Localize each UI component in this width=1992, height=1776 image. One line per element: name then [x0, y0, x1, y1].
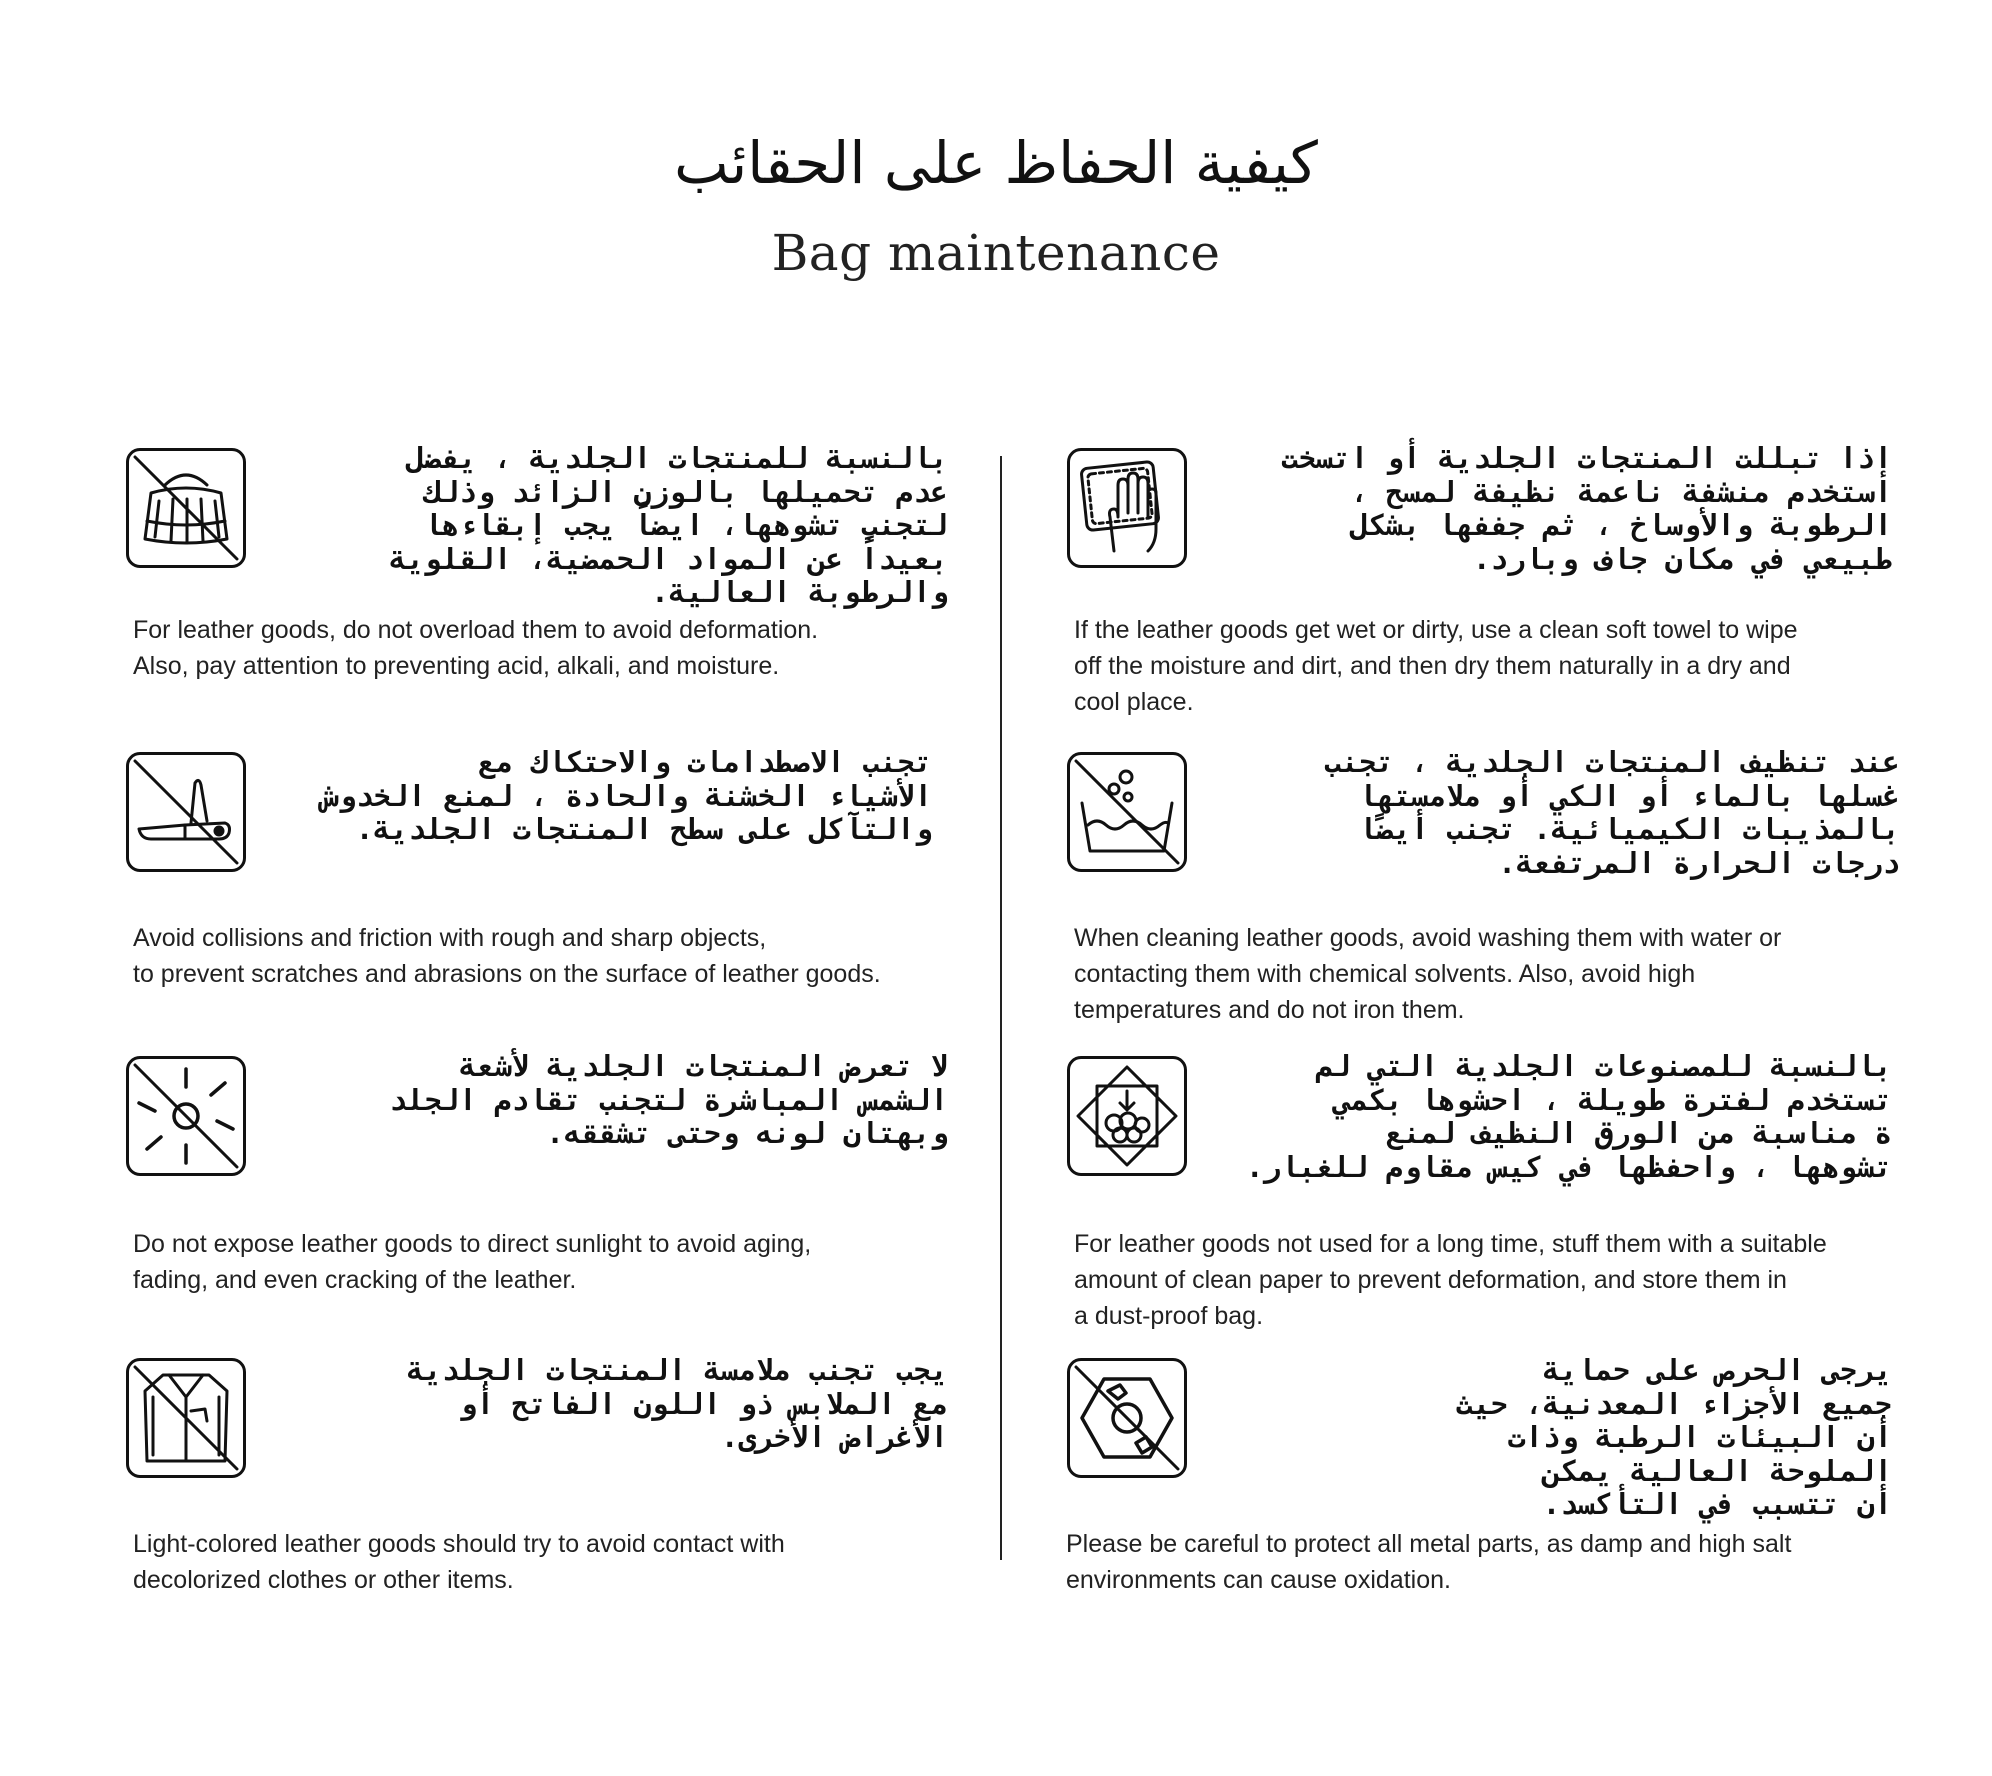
tip-2-arabic: إذا تبللت المنتجات الجلدية أو اتسخت استخدم منشفة ناعمة نظيفة لمسح ، الرطوبة والأوساخ ، ثم جففها بشكل طبيعي في مكان جاف وبارد.	[1280, 441, 1892, 576]
hand-wipe-towel-icon	[1067, 448, 1187, 568]
page-title-english: Bag maintenance	[771, 224, 1221, 282]
avoid-light-clothing-contact-icon	[126, 1358, 246, 1478]
overloaded-handbag-prohibited-icon	[126, 448, 246, 568]
no-direct-sunlight-icon	[126, 1056, 246, 1176]
tip-1-english: For leather goods, do not overload them to avoid deformation. Also, pay attention to preventing acid, alkali, and moisture.	[133, 616, 819, 680]
stuff-with-paper-icon	[1067, 1056, 1187, 1176]
tip-4-english: When cleaning leather goods, avoid washing them with water or contacting them with chemical solvents. Also, avoid high temperatures and do not iron them.	[1074, 924, 1782, 1024]
tip-5-arabic: لا تعرض المنتجات الجلدية لأشعة الشمس المباشرة لتجنب تقادم الجلد وبهتان لونه وحتى تشققه.	[389, 1049, 948, 1150]
tip-8-english: Please be careful to protect all metal parts, as damp and high salt environments can cause oxidation.	[1066, 1530, 1792, 1594]
tip-3-arabic: تجنب الاصطدامات والاحتكاك مع الأشياء الخشنة والحادة ، لمنع الخدوش والتآكل على سطح المنتجات الجلدية.	[320, 745, 932, 846]
tip-3-english: Avoid collisions and friction with rough and sharp objects, to prevent scratches and abrasions on the surface of leather goods.	[133, 924, 881, 988]
sharp-knife-prohibited-icon	[126, 752, 246, 872]
tip-2-english: If the leather goods get wet or dirty, use a clean soft towel to wipe off the moisture and dirt, and then dry them naturally in a dry and cool place.	[1074, 616, 1798, 716]
tip-1-arabic: بالنسبة للمنتجات الجلدية ، يفضل عدم تحميلها بالوزن الزائد وذلك لتجنب تشوهها، ايضاً يجب إبقاءها بعيداً عن المواد الحمضية، القلوية والرطوبة العالية.	[389, 441, 948, 609]
protect-metal-parts-icon	[1067, 1358, 1187, 1478]
tip-7-arabic: يجب تجنب ملامسة المنتجات الجلدية مع الملابس ذو اللون الفاتح أو الأغراض الأخرى.	[406, 1353, 948, 1454]
tip-6-arabic: بالنسبة للمصنوعات الجلدية التي لم تستخدم لفترة طويلة ، احشوها بكمي ة مناسبة من الورق النظيف لمنع تشوهها ، واحفظها في كيس مقاوم للغبار.	[1245, 1049, 1892, 1184]
tip-7-english: Light-colored leather goods should try to avoid contact with decolorized clothes or other items.	[133, 1530, 785, 1594]
tip-6-english: For leather goods not used for a long time, stuff them with a suitable amount of clean paper to prevent deformation, and store them in a dust-proof bag.	[1074, 1230, 1827, 1330]
tip-8-arabic: يرجى الحرص على حماية جميع الأجزاء المعدنية، حيث أن البيئات الرطبة وذات الملوحة العالية يمكن أن تتسبب في التأكسد.	[1455, 1353, 1892, 1521]
do-not-wash-icon	[1067, 752, 1187, 872]
tip-4-arabic: عند تنظيف المنتجات الجلدية ، تجنب غسلها بالماء أو الكي أو ملامستها بالمذيبات الكيميائية. تجنب أيضًا درجات الحرارة المرتفعة.	[1323, 745, 1900, 880]
column-divider	[1000, 456, 1002, 1560]
page-title-arabic: كيفية الحفاظ على الحقائب	[674, 129, 1318, 197]
tip-5-english: Do not expose leather goods to direct sunlight to avoid aging, fading, and even cracking of the leather.	[133, 1230, 812, 1294]
